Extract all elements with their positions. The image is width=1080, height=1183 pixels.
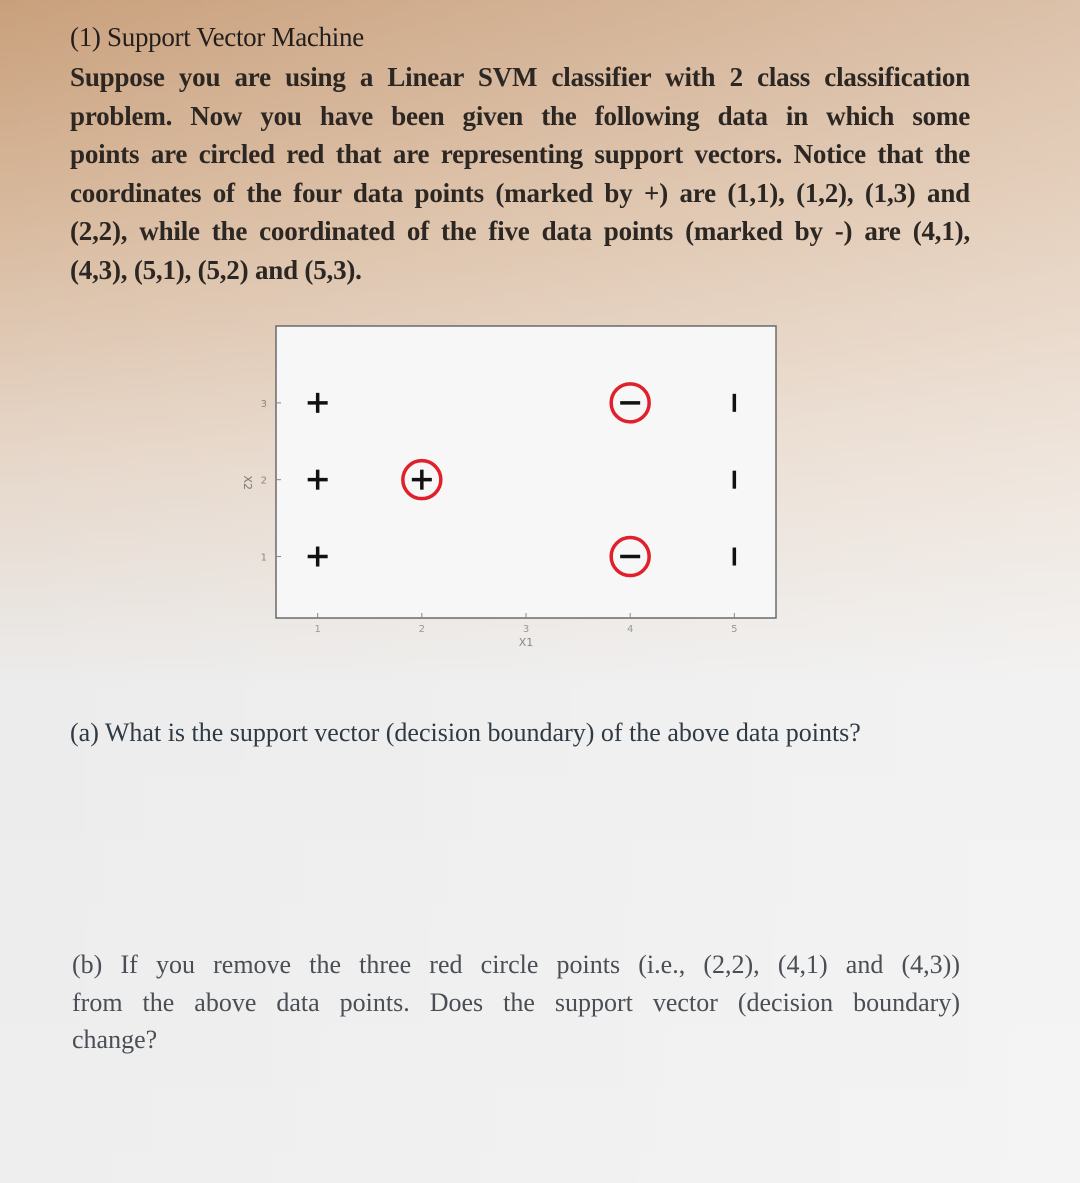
y-axis-label: X2 <box>241 475 254 490</box>
problem-statement <box>70 58 970 289</box>
problem-line: coordinates of the four data points (marked by +) are (1,1), (1,2), (1,3) and <box>70 177 970 208</box>
plot-area <box>276 326 776 618</box>
svm-scatter-figure <box>220 320 800 660</box>
x-tick-label: 3 <box>522 624 530 635</box>
x-tick-label: 4 <box>626 624 634 635</box>
question-b-line: (b) If you remove the three red circle points (i.e., (2,2), (4,1) and (4,3)) <box>72 950 960 979</box>
y-tick-label: 3 <box>260 398 267 410</box>
problem-line: problem. Now you have been given the following data in which some <box>70 100 970 131</box>
y-tick-label: 2 <box>260 475 267 487</box>
question-b-line: from the above data points. Does the support vector (decision boundary) <box>72 987 960 1017</box>
question-a: (a) What is the support vector (decision boundary) of the above data points? <box>70 718 861 747</box>
problem-line: Suppose you are using a Linear SVM classifier with 2 class classification <box>70 62 970 92</box>
scatter-plot <box>220 320 800 660</box>
question-b-line: change? <box>72 1025 158 1054</box>
problem-line: (4,3), (5,1), (5,2) and (5,3). <box>70 254 362 285</box>
y-tick-label: 1 <box>260 552 267 564</box>
x-tick-label: 5 <box>731 624 738 635</box>
problem-line: points are circled red that are representing support vectors. Notice that the <box>70 139 970 169</box>
question-b <box>72 946 960 1059</box>
section-heading: (1) Support Vector Machine <box>70 22 364 52</box>
x-axis-label: X1 <box>518 636 534 649</box>
problem-line: (2,2), while the coordinated of the five data points (marked by -) are (4,1), <box>70 216 970 246</box>
x-tick-label: 1 <box>314 624 321 635</box>
x-tick-label: 2 <box>418 624 426 635</box>
